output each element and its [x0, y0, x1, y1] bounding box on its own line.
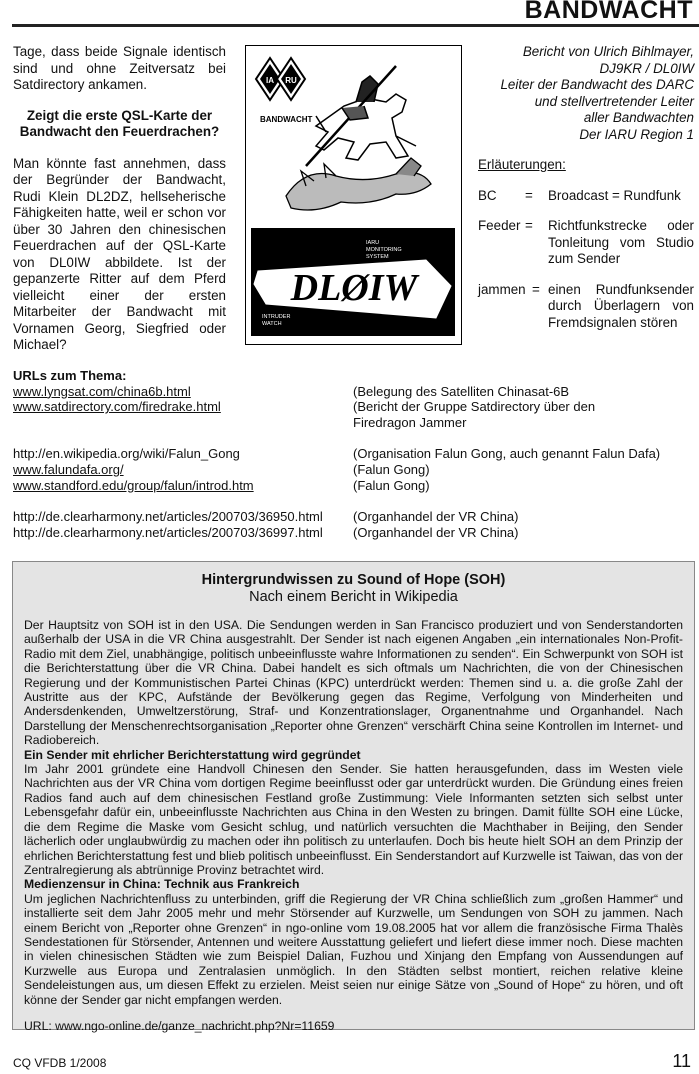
question-heading: Zeigt die erste QSL-Karte der Bandwacht den Feuerdrachen?	[19, 107, 220, 139]
infobox-para-3: Um jeglichen Nachrichtenfluss zu unterbinden, griff die Regierung der VR China schließlich zum „großen Hammer“ und installierte seit dem Jahr 2005 mehr und mehr Störsender auf Kurzwelle, um Sendungen von SOH zu jammen. Nach einem Bericht von „Reporter ohne Grenzen“ in ngo-online vom 19.08.2005 hat vor allem die französische Firma Thalès Sendestationen für Störsender, Antennen und weitere Ausstattung geliefert und liefert diese immer noch. Diese machten in vielen chinesischen Städten wie zum Beispiel Dalian, Fuzhou und Xinjang den Empfang von Aussendungen auf Kurzwelle aus Europa und Zentralasien unmöglich. In den Städten selbst montiert, reichen relative kleine Sendeleistungen aus, um diesen Effekt zu erzielen. Meist seien nur einige Sätze von „Sound of Hope“ zu hören, und oft könne der Sender gar nicht empfangen werden.	[24, 891, 683, 1007]
url-description: (Organhandel der VR China)	[353, 509, 519, 525]
url-link[interactable]: http://de.clearharmony.net/articles/200703/36950.html	[13, 509, 323, 525]
url-description: (Falun Gong)	[353, 461, 430, 477]
glossary-entry	[478, 188, 694, 205]
qsl-card-illustration	[246, 46, 460, 343]
byline-line: Der IARU Region 1	[579, 126, 694, 142]
glossary-definition: einen Rundfunksender durch Überlagern von Fremdsignalen stören	[548, 281, 694, 330]
url-description: Firedragon Jammer	[353, 414, 467, 430]
byline-line: und stellvertretender Leiter	[534, 93, 694, 109]
url-row	[13, 525, 693, 541]
url-link[interactable]: www.satdirectory.com/firedrake.html	[13, 399, 221, 415]
system-label-3: SYSTEM	[366, 254, 389, 260]
left-para-1: Tage, dass beide Signale identisch sind und ohne Zeitversatz bei Satdirectory ankamen.	[13, 44, 226, 92]
url-row	[13, 384, 693, 400]
url-link[interactable]: www.standford.edu/group/falun/introd.htm	[13, 477, 254, 493]
glossary-term: Feeder =	[478, 218, 533, 233]
left-para-2: Man könnte fast annehmen, dass der Begründer der Bandwacht, Rudi Klein DL2DZ, hellseherische Fähigkeiten hatte, weil er schon vor über 30 Jahren den chinesischen Feuerdrachen auf der QSL-Karte von DL0IW abbildete. Ist der gepanzerte Ritter auf dem Pferd vielleicht einer der ersten Mitarbeiter der Bandwacht mit Vornamen Georg, Siegfried oder Michael?	[13, 155, 226, 352]
infobox-para-2: Im Jahr 2001 gründete eine Handvoll Chinesen den Sender. Sie hatten herausgefunden, dass im Westen viele Nachrichten aus der VR China vom dortigen Regime beeinflusst oder gar unterdrückt wurden. Die Gründung eines freien Radios fand auch auf dem chinesischen Festland große Zustimmung: Viele Informanten setzten sich selbst unter Lebensgefahr dafür ein, unbeeinflusste Nachrichten aus China in den Westen zu bringen. Damit füllte SOH eine Lücke, die dem Regime die Maske vom Gesicht schlug, und natürlich versuchten die Machthaber in Beijing, den Sender lächerlich oder unglaubwürdig zu machen oder ihn politisch zu unterlaufen. Doch bis heute hielt SOH an dem Prinzip der ehrlichen Berichterstattung fest und blieb politisch unbeeinflusst. Ein Senderstandort auf Kurzwelle ist Taiwan, das von der Zentralregierung als abtrünnige Provinz betrachtet wird.	[24, 762, 683, 877]
url-link[interactable]: http://en.wikipedia.org/wiki/Falun_Gong	[13, 446, 240, 462]
infobox-subtitle: Nach einem Bericht in Wikipedia	[249, 589, 458, 605]
qsl-card	[245, 45, 462, 345]
url-row	[13, 462, 693, 478]
glossary-entry	[478, 282, 694, 332]
glossary-definition: Richtfunkstrecke oder Tonleitung vom Studio zum Sender	[548, 218, 694, 266]
glossary-entry	[478, 218, 694, 268]
infobox-subheading: Ein Sender mit ehrlicher Berichterstattung wird gegründet	[24, 747, 361, 762]
right-column	[478, 44, 694, 331]
infobox-title: Hintergrundwissen zu Sound of Hope (SOH)	[201, 572, 506, 588]
watch-label-2: WATCH	[262, 321, 282, 327]
url-description: (Bericht der Gruppe Satdirectory über den	[353, 399, 596, 415]
knight-illustration	[306, 66, 416, 166]
url-row	[13, 509, 693, 525]
url-link[interactable]: www.lyngsat.com/china6b.html	[13, 383, 191, 399]
url-description: (Organhandel der VR China)	[353, 524, 519, 540]
qsl-callsign: DLØIW	[290, 267, 418, 309]
watch-label-1: INTRUDER	[262, 314, 291, 320]
url-description: (Falun Gong)	[353, 477, 430, 493]
page-number: 11	[672, 1051, 691, 1071]
byline-line: Leiter der Bandwacht des DARC	[500, 77, 694, 92]
iaru-emblem	[256, 58, 305, 100]
url-link[interactable]: http://de.clearharmony.net/articles/200703/36997.html	[13, 524, 323, 540]
infobox-soh	[12, 561, 695, 1033]
glossary-title: Erläuterungen:	[478, 157, 566, 172]
url-link	[13, 415, 353, 431]
infobox-url[interactable]: URL: www.ngo-online.de/ganze_nachricht.php?Nr=11659	[24, 1018, 335, 1033]
byline-line: Bericht von Ulrich Bihlmayer,	[522, 44, 694, 59]
infobox-subheading: Medienzensur in China: Technik aus Frankreich	[24, 877, 300, 892]
system-label-1: IARU	[366, 240, 380, 246]
urls-section	[13, 368, 693, 540]
url-link[interactable]: www.falundafa.org/	[13, 461, 124, 477]
qsl-top-label: BANDWACHT	[260, 115, 313, 124]
url-row	[13, 399, 693, 415]
url-row	[13, 446, 693, 462]
glossary-definition: Broadcast = Rundfunk	[548, 187, 681, 203]
url-row	[13, 415, 693, 431]
glossary-term: BC =	[478, 187, 533, 203]
system-label-2: MONITORING	[366, 247, 402, 253]
url-row	[13, 478, 693, 494]
url-description: (Belegung des Satelliten Chinasat-6B	[353, 383, 570, 399]
urls-title: URLs zum Thema:	[13, 368, 127, 383]
infobox-para-1: Der Hauptsitz von SOH ist in den USA. Die Sendungen werden in San Francisco produziert und von Senderstandorten außerhalb der USA in die VR China ausgestrahlt. Der Sender ist nach eigenen Angaben „ein internationales Non-Profit-Radio mit dem Ziel, unabhängige, politisch unbeeinflusste wahre Informationen zu senden“. Ein Schwerpunkt von SOH ist die Berichterstattung über die VR China. Dabei handelt es sich oftmals um Nachrichten, die von der Chinesischen Regierung und der Kommunistischen Partei Chinas (KPC) unterdrückt werden: Themen sind u. a. die große Zahl der Austritte aus der KPC, Aufstände der Bevölkerung gegen das Regime, Verfolgung von Minderheiten und Andersdenkenden, Umweltzerstörung, Straf- und Konzentrationslager, Organentnahme und Organhandel. Nach Darstellung der Menschenrechtsorganisation „Reporter ohne Grenzen“ verschärft China seine Kontrollen im Internet- und Radiobereich.	[24, 618, 683, 748]
url-description: (Organisation Falun Gong, auch genannt Falun Dafa)	[353, 446, 661, 462]
svg-text:IA: IA	[266, 76, 274, 85]
byline-line: aller Bandwachten	[583, 110, 694, 125]
glossary-term: jammen =	[478, 281, 540, 297]
byline-line: DJ9KR / DL0IW	[599, 60, 694, 76]
footer-publication: CQ VFDB 1/2008	[13, 1056, 107, 1070]
svg-text:RU: RU	[285, 76, 297, 85]
left-column	[13, 44, 226, 354]
section-title: BANDWACHT	[524, 0, 693, 24]
author-byline	[478, 44, 694, 143]
